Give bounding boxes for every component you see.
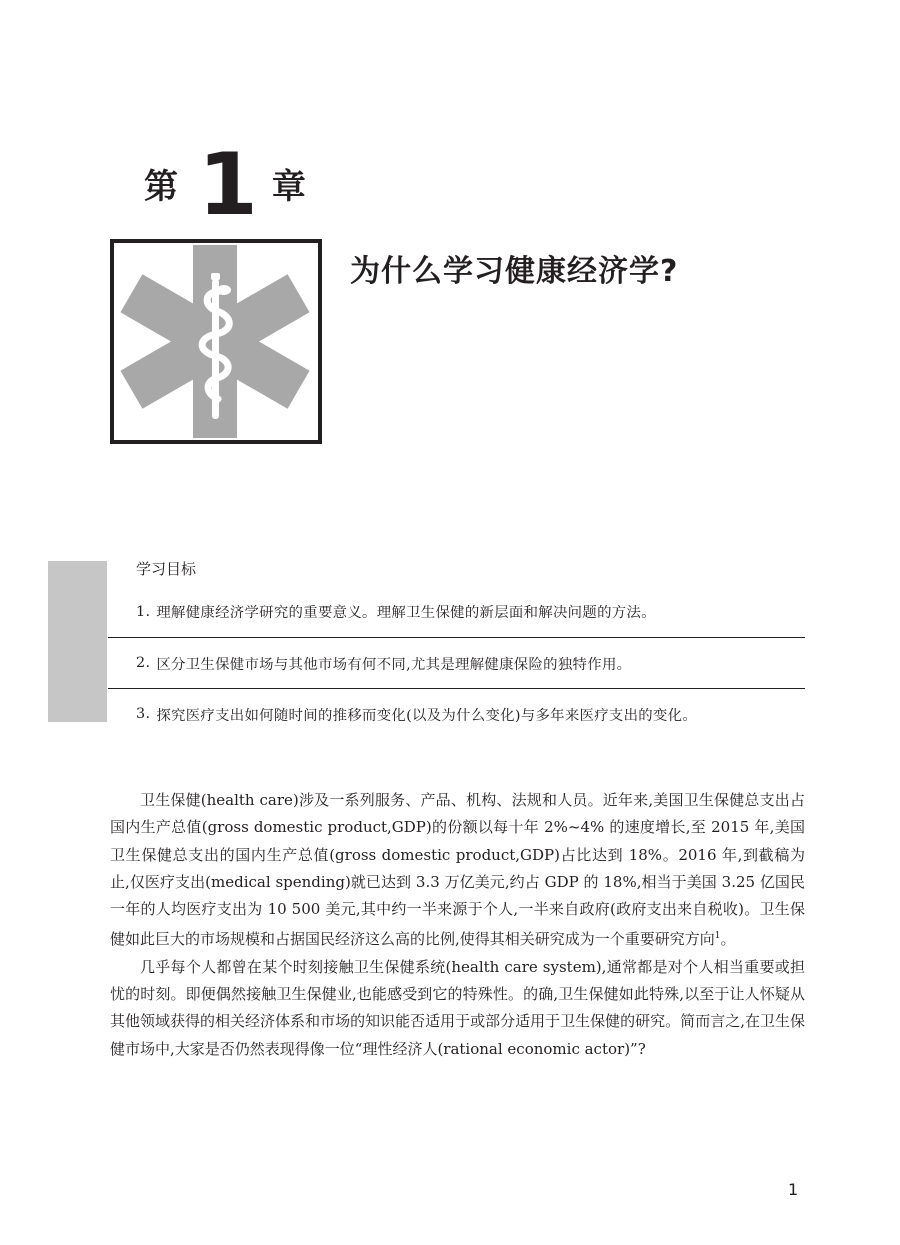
chapter-heading xyxy=(144,128,306,235)
body-paragraph: 几乎每个人都曾在某个时刻接触卫生保健系统(health care system),通常都是对个人相当重要或担忧的时刻。即便偶然接触卫生保健业,也能感受到它的特殊性。的确,卫生保健如此特殊,以至于让人怀疑从其他领域获得的相关经济体系和市场的知识能否适用于或部分适用于卫生保健的研究。简而言之,在卫生保健市场中,大家是否仍然表现得像一位“理性经济人(rational economic actor)”? xyxy=(110,957,805,1058)
chapter-number: 1 xyxy=(198,135,256,235)
objective-item xyxy=(108,688,805,739)
body-text xyxy=(110,787,805,1063)
star-of-life-icon xyxy=(114,243,318,440)
paragraph-text: 卫生保健(health care)涉及一系列服务、产品、机构、法规和人员。近年来,美国卫生保健总支出占国内生产总值(gross domestic product,GDP)的份额以每十年 2%~4% 的速度增长,至 2015 年,美国卫生保健总支出的国内生产总值(gross domestic product,GDP)占比达到 18%。2016 年,到截稿为止,仅医疗支出(medical spending)就已达到 3.3 万亿美元,约占 GDP 的 18%,相当于美国 3.25 亿国民一年的人均医疗支出为 10 500 美元,其中约一半来源于个人,一半来自政府(政府支出来自税收)。卫生保健如此巨大的市场规模和占据国民经济这么高的比例,使得其相关研究成为一个重要研究方向 xyxy=(110,791,805,949)
objectives-heading: 学习目标 xyxy=(136,560,197,578)
objective-text: 探究医疗支出如何随时间的推移而变化(以及为什么变化)与多年来医疗支出的变化。 xyxy=(156,707,698,724)
objectives-sidebar-bar xyxy=(48,561,107,722)
star-of-life-emblem xyxy=(110,239,322,444)
objective-item xyxy=(108,637,805,688)
page-number: 1 xyxy=(788,1180,799,1199)
chapter-prefix: 第 xyxy=(144,167,178,207)
objectives-list xyxy=(108,586,805,739)
objective-text: 理解健康经济学研究的重要意义。理解卫生保健的新层面和解决问题的方法。 xyxy=(156,605,656,621)
body-paragraph xyxy=(110,787,805,954)
objective-number: 3. xyxy=(136,706,151,722)
chapter-title: 为什么学习健康经济学? xyxy=(350,254,679,289)
chapter-suffix: 章 xyxy=(271,167,306,207)
footnote-marker[interactable]: 1 xyxy=(714,931,721,942)
objective-number: 1. xyxy=(136,603,151,620)
objective-number: 2. xyxy=(136,655,151,671)
objective-item xyxy=(108,586,805,637)
objective-text: 区分卫生保健市场与其他市场有何不同,尤其是理解健康保险的独特作用。 xyxy=(156,656,632,673)
paragraph-end: 。 xyxy=(720,930,736,949)
